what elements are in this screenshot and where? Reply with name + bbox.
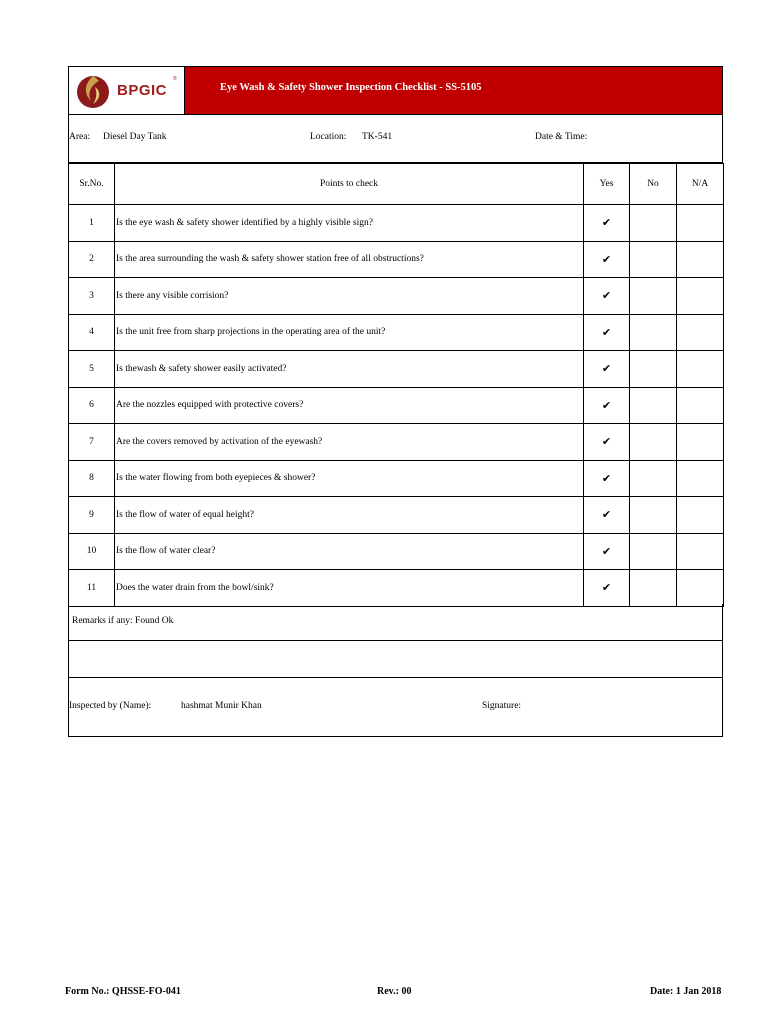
- row-no-cell[interactable]: [630, 533, 677, 570]
- table-row: [69, 351, 724, 388]
- row-no-cell[interactable]: [630, 314, 677, 351]
- logo-text: BPGIC: [117, 82, 168, 99]
- revision: Rev.: 00: [377, 986, 412, 997]
- row-no-cell[interactable]: [630, 497, 677, 534]
- table-row: [69, 497, 724, 534]
- row-na-cell[interactable]: [677, 205, 724, 242]
- row-yes-cell[interactable]: ✔: [584, 241, 630, 278]
- header-sr-no: Sr.No.: [69, 164, 115, 205]
- row-yes-cell[interactable]: ✔: [584, 351, 630, 388]
- row-na-cell[interactable]: [677, 314, 724, 351]
- document-title: Eye Wash & Safety Shower Inspection Checklist - SS-5105: [220, 82, 482, 93]
- row-no-cell[interactable]: [630, 460, 677, 497]
- signature-label: Signature:: [482, 701, 522, 711]
- table-row: [69, 278, 724, 315]
- row-na-cell[interactable]: [677, 570, 724, 607]
- row-point-text: Is the area surrounding the wash & safety shower station free of all obstructions?: [115, 241, 584, 278]
- row-na-cell[interactable]: [677, 278, 724, 315]
- header-no: No: [630, 164, 677, 205]
- info-row: [68, 115, 723, 163]
- row-sr-no: 6: [69, 387, 115, 424]
- row-yes-cell[interactable]: ✔: [584, 314, 630, 351]
- row-point-text: Is there any visible corrision?: [115, 278, 584, 315]
- row-na-cell[interactable]: [677, 460, 724, 497]
- remarks-row: [68, 604, 723, 641]
- inspected-by-label: Inspected by (Name):: [69, 701, 152, 711]
- table-row: [69, 387, 724, 424]
- table-row: [69, 205, 724, 242]
- area-label: Area:: [69, 132, 91, 142]
- blank-row: [68, 641, 723, 678]
- title-bar: [184, 66, 723, 115]
- row-sr-no: 1: [69, 205, 115, 242]
- row-sr-no: 2: [69, 241, 115, 278]
- row-sr-no: 9: [69, 497, 115, 534]
- row-na-cell[interactable]: [677, 424, 724, 461]
- location-label: Location:: [310, 132, 347, 142]
- row-yes-cell[interactable]: ✔: [584, 533, 630, 570]
- row-point-text: Is the unit free from sharp projections in the operating area of the unit?: [115, 314, 584, 351]
- row-na-cell[interactable]: [677, 497, 724, 534]
- bpgic-logo-icon: [73, 71, 115, 111]
- row-no-cell[interactable]: [630, 570, 677, 607]
- row-point-text: Is the water flowing from both eyepieces & shower?: [115, 460, 584, 497]
- remarks-text: Remarks if any: Found Ok: [72, 616, 174, 626]
- inspected-by-value: hashmat Munir Khan: [181, 701, 262, 711]
- row-point-text: Is the eye wash & safety shower identified by a highly visible sign?: [115, 205, 584, 242]
- row-sr-no: 8: [69, 460, 115, 497]
- row-point-text: Is thewash & safety shower easily activated?: [115, 351, 584, 388]
- row-sr-no: 10: [69, 533, 115, 570]
- row-yes-cell[interactable]: ✔: [584, 570, 630, 607]
- row-yes-cell[interactable]: ✔: [584, 497, 630, 534]
- table-header-row: [69, 164, 724, 205]
- form-number: Form No.: QHSSE-FO-041: [65, 986, 181, 997]
- header-yes: Yes: [584, 164, 630, 205]
- table-row: [69, 570, 724, 607]
- row-yes-cell[interactable]: ✔: [584, 460, 630, 497]
- row-sr-no: 5: [69, 351, 115, 388]
- row-yes-cell[interactable]: ✔: [584, 205, 630, 242]
- table-row: [69, 424, 724, 461]
- area-value: Diesel Day Tank: [103, 132, 167, 142]
- row-no-cell[interactable]: [630, 351, 677, 388]
- row-yes-cell[interactable]: ✔: [584, 424, 630, 461]
- row-point-text: Are the covers removed by activation of the eyewash?: [115, 424, 584, 461]
- header-points: Points to check: [115, 164, 584, 205]
- row-sr-no: 4: [69, 314, 115, 351]
- row-na-cell[interactable]: [677, 241, 724, 278]
- row-sr-no: 7: [69, 424, 115, 461]
- form-date: Date: 1 Jan 2018: [650, 986, 722, 997]
- table-row: [69, 314, 724, 351]
- row-no-cell[interactable]: [630, 278, 677, 315]
- row-point-text: Does the water drain from the bowl/sink?: [115, 570, 584, 607]
- table-row: [69, 241, 724, 278]
- logo-registered-mark: ®: [173, 76, 177, 82]
- inspection-row: [68, 678, 723, 737]
- row-no-cell[interactable]: [630, 387, 677, 424]
- table-row: [69, 460, 724, 497]
- row-point-text: Are the nozzles equipped with protective covers?: [115, 387, 584, 424]
- row-no-cell[interactable]: [630, 205, 677, 242]
- logo-cell: [68, 66, 184, 115]
- row-na-cell[interactable]: [677, 387, 724, 424]
- row-na-cell[interactable]: [677, 533, 724, 570]
- row-point-text: Is the flow of water clear?: [115, 533, 584, 570]
- row-point-text: Is the flow of water of equal height?: [115, 497, 584, 534]
- row-yes-cell[interactable]: ✔: [584, 387, 630, 424]
- location-value: TK-541: [362, 132, 393, 142]
- row-no-cell[interactable]: [630, 424, 677, 461]
- header-na: N/A: [677, 164, 724, 205]
- row-na-cell[interactable]: [677, 351, 724, 388]
- row-yes-cell[interactable]: ✔: [584, 278, 630, 315]
- table-row: [69, 533, 724, 570]
- row-sr-no: 3: [69, 278, 115, 315]
- checklist-table: [68, 163, 724, 607]
- row-sr-no: 11: [69, 570, 115, 607]
- date-time-label: Date & Time:: [535, 132, 588, 142]
- row-no-cell[interactable]: [630, 241, 677, 278]
